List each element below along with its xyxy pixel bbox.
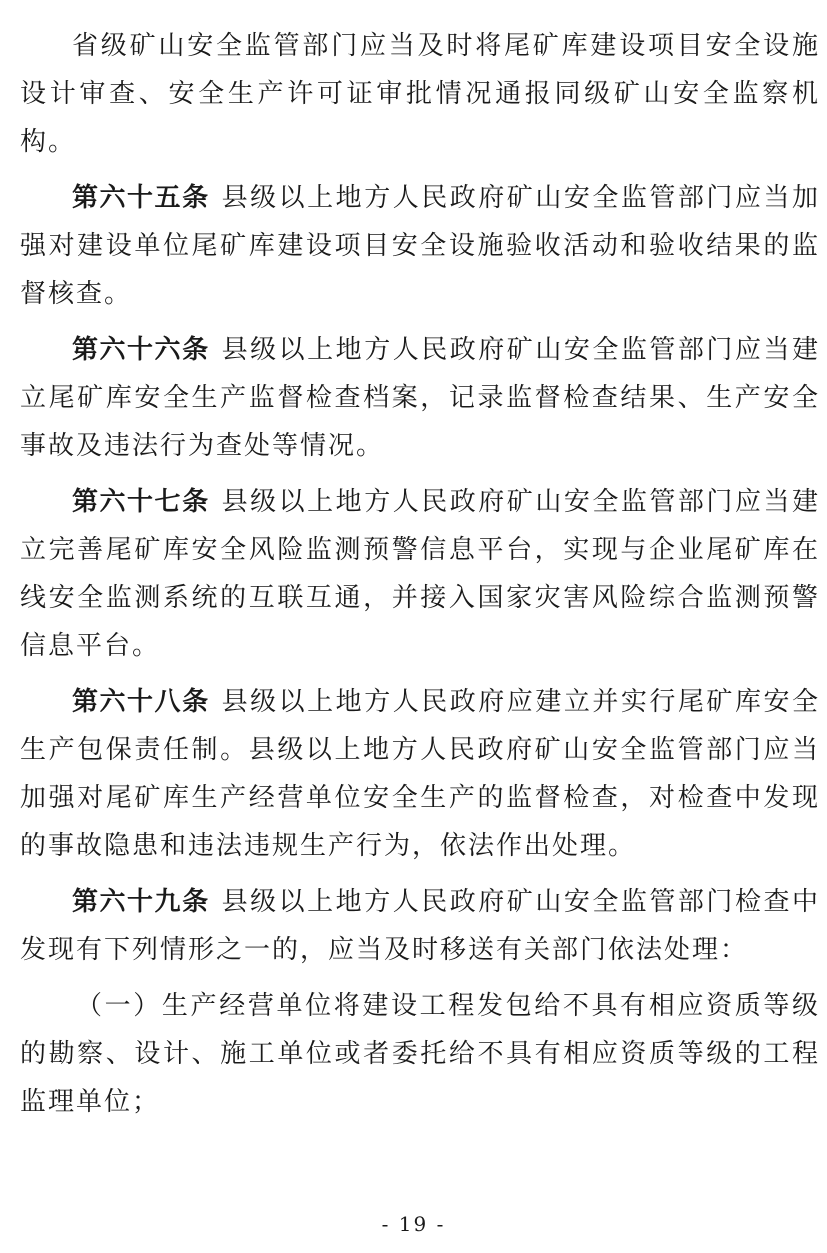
paragraph-text: 县级以上地方人民政府矿山安全监管部门检查中发现有下列情形之一的，应当及时移送有关部门依法处理： bbox=[20, 887, 820, 965]
paragraph-text: 省级矿山安全监管部门应当及时将尾矿库建设项目安全设施设计审查、安全生产许可证审批情况通报同级矿山安全监察机构。 bbox=[20, 31, 820, 157]
page-number: - 19 - bbox=[381, 1212, 446, 1236]
document-page bbox=[20, 22, 820, 1134]
paragraph-article-69 bbox=[20, 878, 820, 974]
article-heading: 第六十六条 bbox=[72, 335, 210, 365]
list-item-text: （一）生产经营单位将建设工程发包给不具有相应资质等级的勘察、设计、施工单位或者委托给不具有相应资质等级的工程监理单位； bbox=[20, 991, 820, 1117]
paragraph-text: 县级以上地方人民政府矿山安全监管部门应当加强对建设单位尾矿库建设项目安全设施验收活动和验收结果的监督核查。 bbox=[20, 183, 820, 309]
paragraph-text: 县级以上地方人民政府矿山安全监管部门应当建立完善尾矿库安全风险监测预警信息平台，实现与企业尾矿库在线安全监测系统的互联互通，并接入国家灾害风险综合监测预警信息平台。 bbox=[20, 487, 820, 661]
paragraph-article-66 bbox=[20, 326, 820, 470]
paragraph-text: 县级以上地方人民政府应建立并实行尾矿库安全生产包保责任制。县级以上地方人民政府矿山安全监管部门应当加强对尾矿库生产经营单位安全生产的监督检查，对检查中发现的事故隐患和违法违规生产行为，依法作出处理。 bbox=[20, 687, 820, 861]
paragraph-article-64-continued bbox=[20, 22, 820, 166]
article-heading: 第六十五条 bbox=[72, 183, 210, 213]
article-heading: 第六十七条 bbox=[72, 487, 210, 517]
list-item-one bbox=[20, 982, 820, 1126]
paragraph-article-67 bbox=[20, 478, 820, 670]
article-heading: 第六十八条 bbox=[72, 687, 210, 717]
article-heading: 第六十九条 bbox=[72, 887, 210, 917]
paragraph-text: 县级以上地方人民政府矿山安全监管部门应当建立尾矿库安全生产监督检查档案，记录监督检查结果、生产安全事故及违法行为查处等情况。 bbox=[20, 335, 820, 461]
paragraph-article-65 bbox=[20, 174, 820, 318]
paragraph-article-68 bbox=[20, 678, 820, 870]
